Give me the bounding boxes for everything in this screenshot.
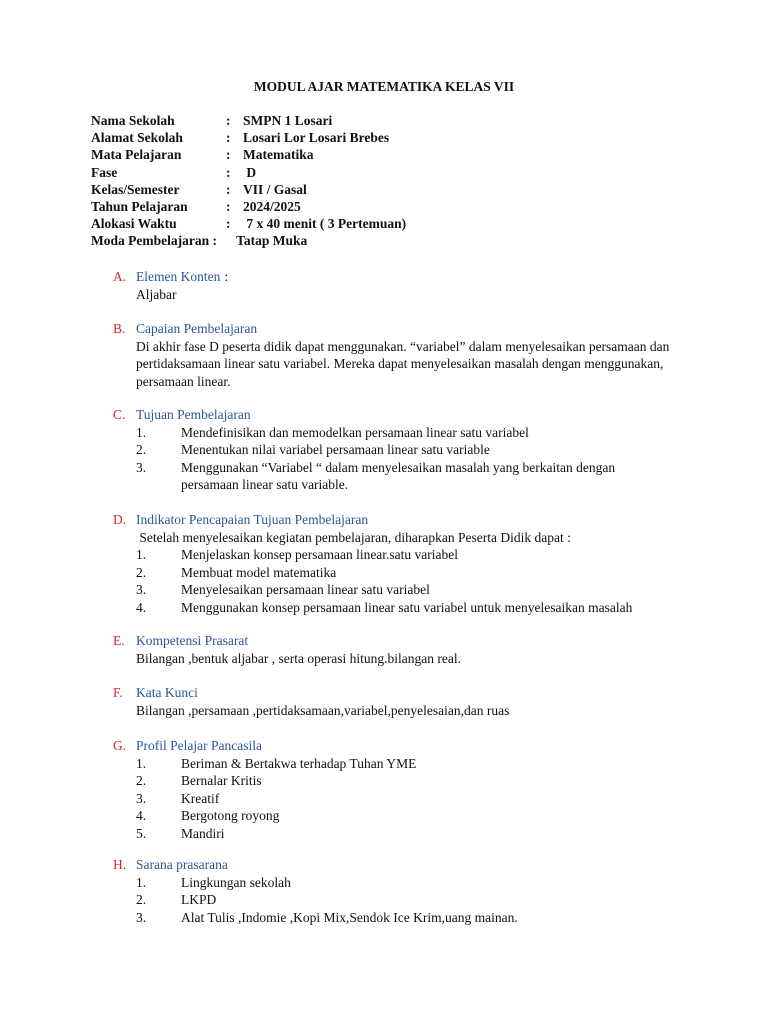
section-heading: [113, 406, 713, 424]
info-row-fase: [91, 164, 406, 181]
section-body: [136, 702, 696, 720]
info-row-alamat-sekolah: [91, 129, 406, 146]
list-number: 2.: [136, 564, 147, 580]
list-text: Mandiri: [181, 825, 225, 841]
list-item: [136, 546, 696, 564]
list-item: [136, 909, 696, 927]
list-number: 2.: [136, 892, 147, 907]
section-letter: D.: [113, 512, 127, 527]
section-letter: C.: [113, 407, 126, 422]
section-kata-kunci: [113, 684, 713, 719]
section-text: Di akhir fase D peserta didik dapat menggunakan. “variabel” dalam menyelesaikan persamaan dan pertidaksamaan linear satu variabel. Mereka dapat menyelesaikan masalah dengan menggunakan, persamaan linear.: [136, 338, 670, 389]
info-value: VII / Gasal: [243, 181, 307, 197]
section-profil-pelajar-pancasila: [113, 737, 713, 842]
info-label: Mata Pelajaran: [91, 147, 182, 163]
section-letter: F.: [113, 685, 123, 700]
section-title: Kata Kunci: [136, 685, 198, 700]
document-title: MODUL AJAR MATEMATIKA KELAS VII: [253, 79, 515, 94]
section-heading: [113, 511, 713, 529]
list-number: 3.: [136, 582, 147, 597]
section-elemen-konten: [113, 268, 713, 303]
list-item: [136, 772, 696, 790]
info-row-kelas-semester: [91, 181, 406, 198]
info-label: Alokasi Waktu: [91, 216, 177, 232]
section-heading: [113, 856, 713, 874]
info-row-alokasi-waktu: [91, 215, 406, 232]
section-intro: Setelah menyelesaikan kegiatan pembelajaran, diharapkan Peserta Didik dapat :: [136, 529, 571, 545]
section-tujuan-pembelajaran: [113, 406, 713, 494]
list-item: [136, 891, 696, 909]
section-letter: H.: [113, 857, 127, 872]
section-text: Bilangan ,persamaan ,pertidaksamaan,variabel,penyelesaian,dan ruas: [136, 702, 510, 718]
info-colon: :: [226, 130, 231, 146]
list-item: [136, 581, 696, 599]
list-text: Menggunakan “Variabel “ dalam menyelesaikan masalah yang berkaitan dengan persamaan linear satu variable.: [181, 459, 616, 492]
list-item: [136, 459, 696, 494]
info-colon: :: [226, 181, 231, 197]
list-text: Membuat model matematika: [181, 564, 337, 580]
section-sarana-prasarana: [113, 856, 713, 926]
list-item: [136, 807, 696, 825]
section-indikator-pencapaian: [113, 511, 713, 616]
list-text: Menggunakan konsep persamaan linear satu variabel untuk menyelesaikan masalah: [181, 599, 633, 615]
list-number: 1.: [136, 424, 147, 440]
info-row-mata-pelajaran: [91, 146, 406, 163]
list-number: 1.: [136, 755, 147, 771]
info-label: Nama Sekolah: [91, 113, 175, 128]
info-value: 7 x 40 menit ( 3 Pertemuan): [243, 216, 407, 232]
info-value: Losari Lor Losari Brebes: [243, 130, 390, 146]
list-text: Beriman & Bertakwa terhadap Tuhan YME: [181, 755, 417, 771]
info-row-nama-sekolah: [91, 112, 406, 129]
section-title: Elemen Konten: [136, 269, 221, 284]
section-letter: B.: [113, 321, 126, 336]
list-text: Kreatif: [181, 790, 220, 806]
list-text: Menjelaskan konsep persamaan linear.satu variabel: [181, 547, 459, 562]
info-label: Moda Pembelajaran :: [91, 233, 217, 249]
info-label: Alamat Sekolah: [91, 130, 183, 146]
section-title: Capaian Pembelajaran: [136, 321, 258, 336]
info-colon: :: [226, 216, 231, 232]
info-row-moda-pembelajaran: [91, 232, 406, 249]
list-text: Menyelesaikan persamaan linear satu variabel: [181, 582, 430, 597]
section-heading: [113, 268, 713, 286]
section-text: Bilangan ,bentuk aljabar , serta operasi hitung.bilangan real.: [136, 650, 462, 666]
list-item: [136, 874, 696, 892]
list-number: 1.: [136, 547, 147, 562]
info-row-tahun-pelajaran: [91, 198, 406, 215]
section-heading: [113, 320, 713, 338]
list-item: [136, 790, 696, 808]
info-colon: :: [226, 113, 231, 128]
info-colon: :: [226, 164, 231, 180]
section-body: [136, 529, 696, 617]
list-number: 2.: [136, 773, 147, 788]
section-letter: G.: [113, 738, 127, 753]
list-item: [136, 755, 696, 773]
list-item: [136, 441, 696, 459]
list-number: 3.: [136, 909, 147, 925]
list-number: 4.: [136, 599, 147, 615]
section-body: [136, 424, 696, 494]
section-heading: [113, 684, 713, 702]
section-heading: [113, 632, 713, 650]
school-info-block: [91, 112, 406, 250]
list-text: Bergotong royong: [181, 808, 280, 823]
section-title: Indikator Pencapaian Tujuan Pembelajaran: [136, 512, 369, 527]
list-item: [136, 825, 696, 843]
section-body: [136, 338, 696, 391]
info-value: D: [243, 164, 257, 180]
list-item: [136, 599, 696, 617]
section-title: Tujuan Pembelajaran: [136, 407, 251, 422]
list-number: 2.: [136, 442, 147, 457]
section-body: [136, 874, 696, 927]
section-body: [136, 286, 696, 304]
info-label: Fase: [91, 164, 118, 180]
info-label: Kelas/Semester: [91, 181, 180, 197]
info-value: SMPN 1 Losari: [243, 113, 333, 128]
info-value: Matematika: [243, 147, 314, 163]
list-number: 3.: [136, 459, 147, 475]
list-text: Mendefinisikan dan memodelkan persamaan linear satu variabel: [181, 424, 529, 440]
list-number: 3.: [136, 790, 147, 806]
list-number: 1.: [136, 874, 147, 890]
section-kompetensi-prasarat: [113, 632, 713, 667]
list-text: Bernalar Kritis: [181, 773, 262, 788]
list-text: Lingkungan sekolah: [181, 874, 291, 890]
list-text: Menentukan nilai variabel persamaan linear satu variable: [181, 442, 490, 457]
list-text: LKPD: [181, 892, 217, 907]
list-item: [136, 564, 696, 582]
list-text: Alat Tulis ,Indomie ,Kopi Mix,Sendok Ice Krim,uang mainan.: [181, 909, 518, 925]
section-body: [136, 650, 696, 668]
section-capaian-pembelajaran: [113, 320, 713, 390]
list-number: 5.: [136, 825, 147, 841]
section-title: Kompetensi Prasarat: [136, 633, 249, 648]
list-number: 4.: [136, 808, 147, 823]
section-colon: :: [224, 269, 229, 284]
section-letter: A.: [113, 269, 127, 284]
info-label: Tahun Pelajaran: [91, 198, 188, 214]
info-colon: :: [226, 147, 231, 163]
section-title: Profil Pelajar Pancasila: [136, 738, 262, 753]
info-value: 2024/2025: [243, 198, 301, 214]
section-body: [136, 755, 696, 843]
section-title: Sarana prasarana: [136, 857, 228, 872]
section-text: Aljabar: [136, 286, 177, 302]
section-letter: E.: [113, 633, 125, 648]
info-value: Tatap Muka: [233, 233, 308, 249]
info-colon: :: [226, 198, 231, 214]
section-heading: [113, 737, 713, 755]
list-item: [136, 424, 696, 442]
